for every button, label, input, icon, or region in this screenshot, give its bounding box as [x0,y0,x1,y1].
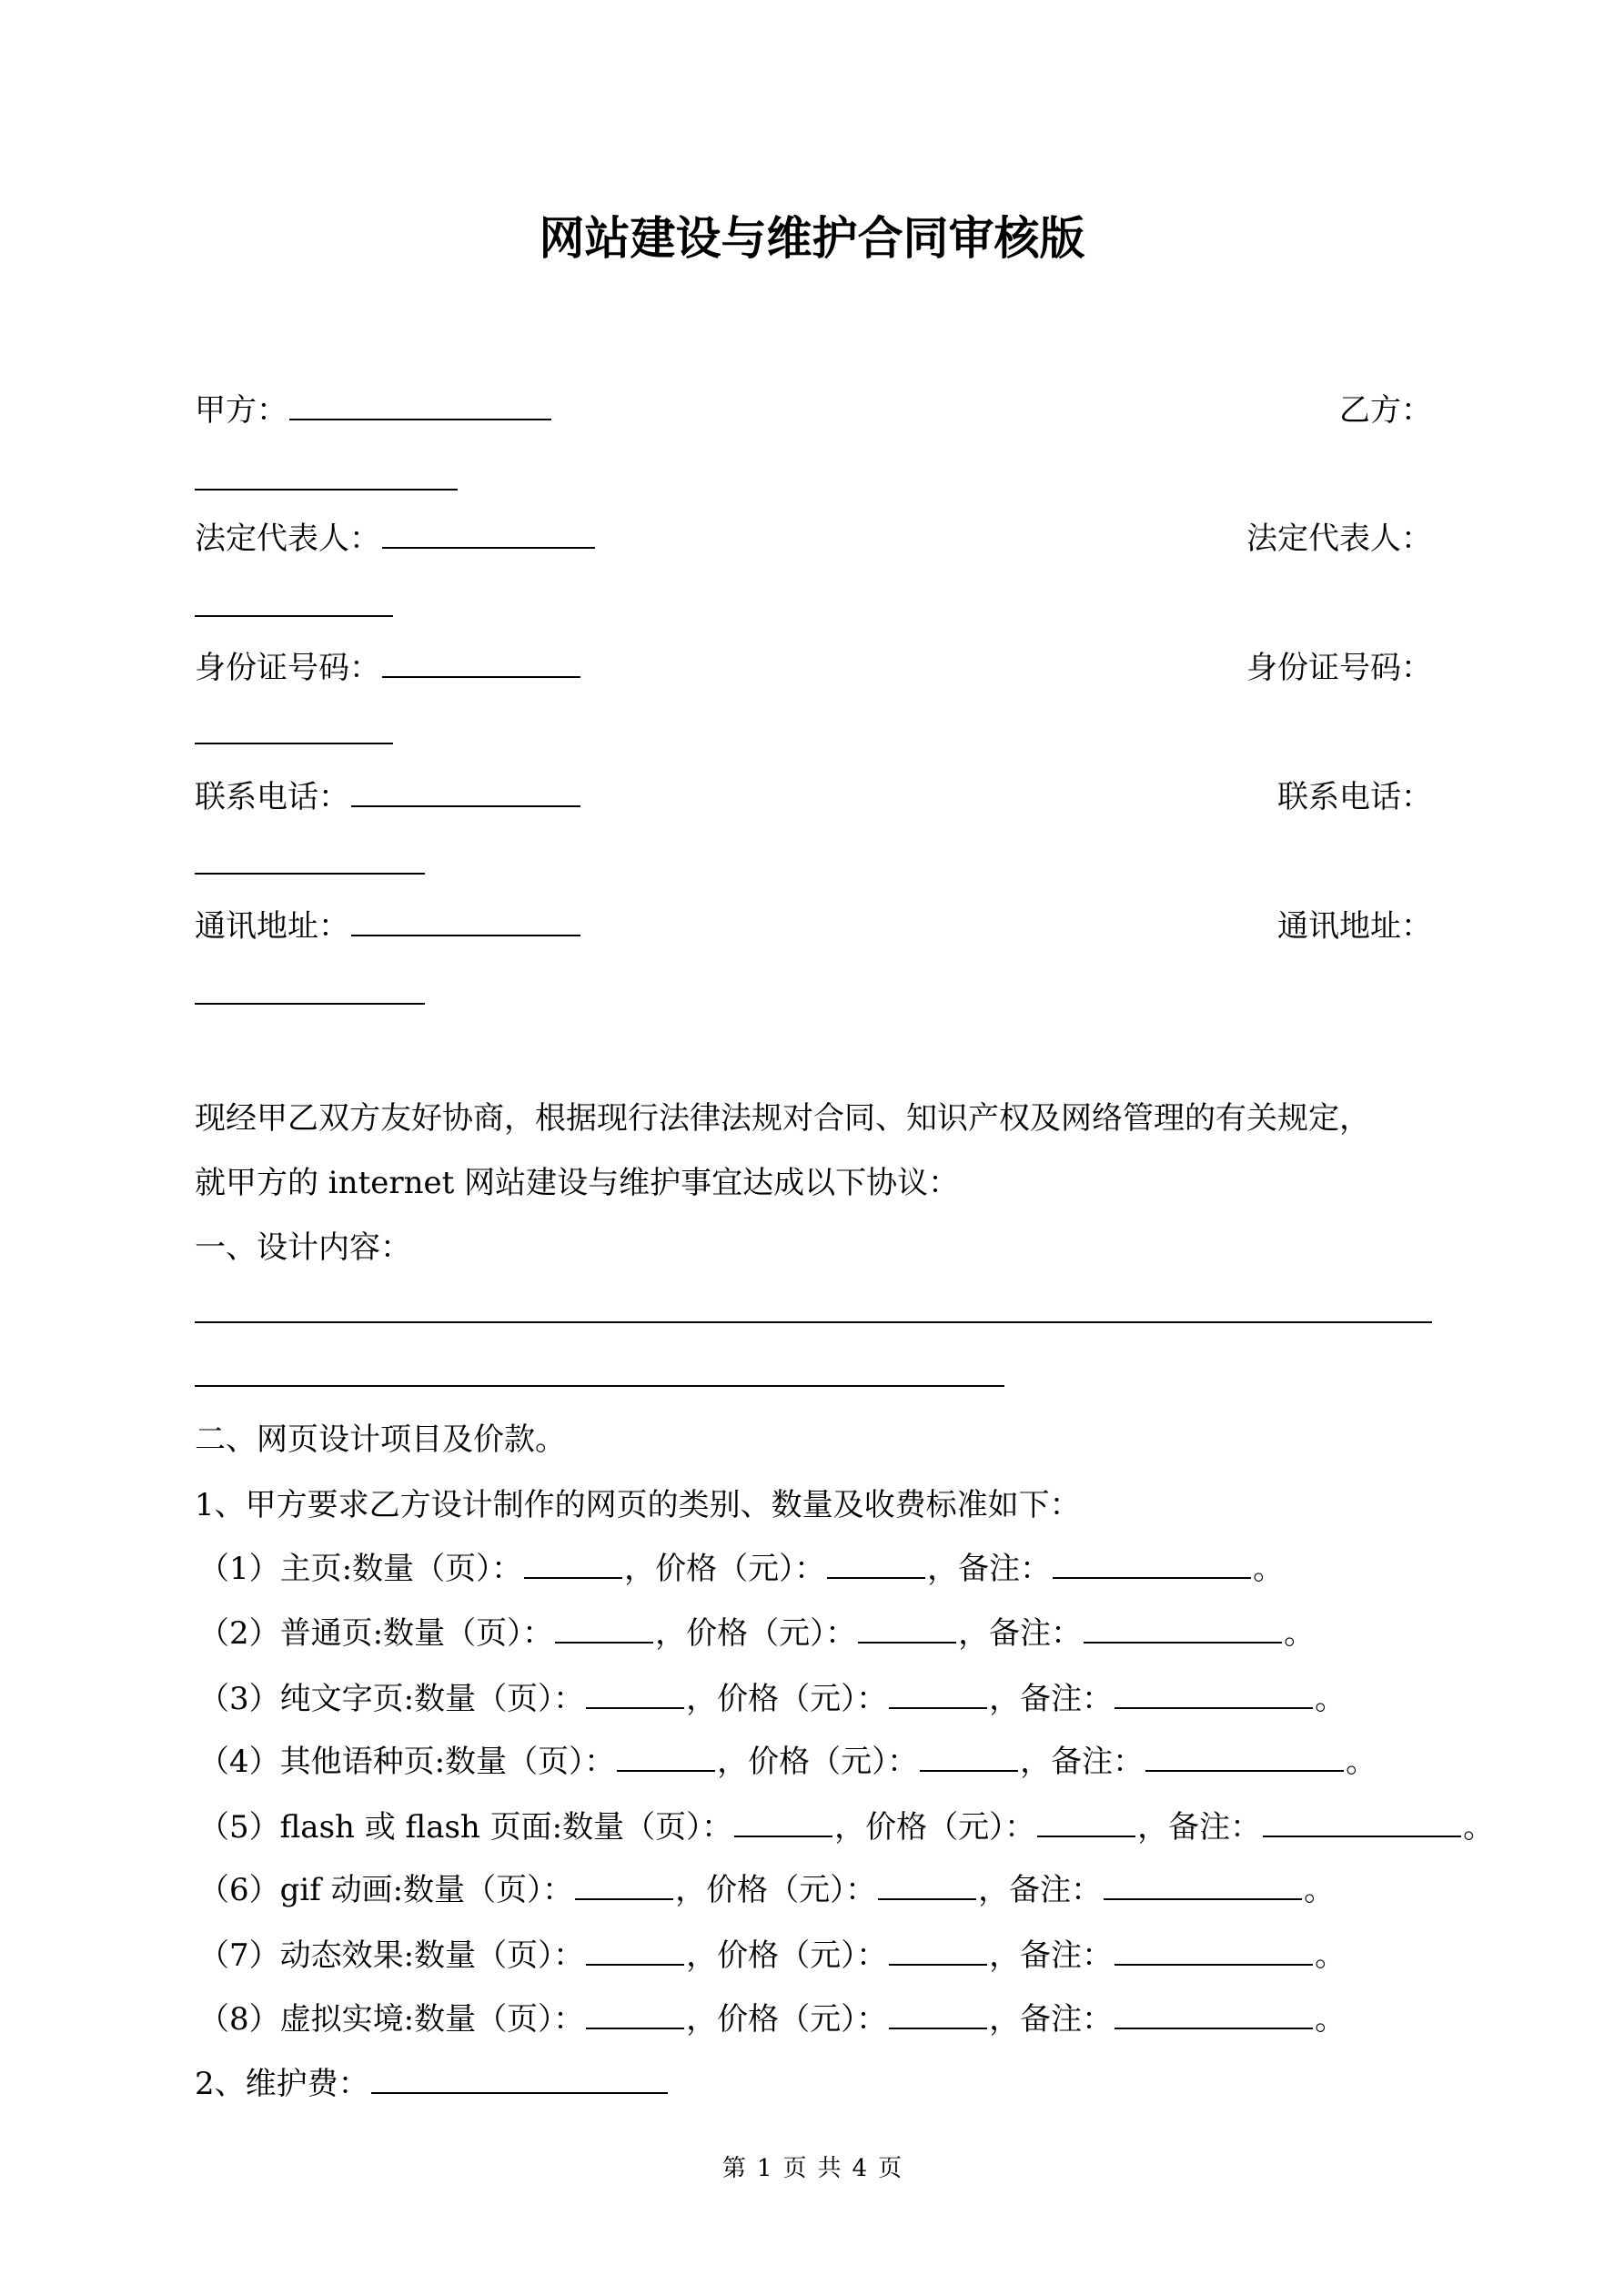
price-blank[interactable] [889,2000,987,2029]
total-pages: 4 [852,2155,868,2182]
address-b-blank[interactable] [195,1003,425,1005]
phone-a-blank[interactable] [351,778,580,807]
end-mark: 。 [1304,1872,1336,1908]
footer-text: 页 [878,2155,903,2182]
end-mark: 。 [1463,1809,1495,1846]
note-blank[interactable] [1115,2000,1313,2029]
note-label: ，备注： [989,2001,1114,2038]
end-mark: 。 [1284,1615,1316,1652]
id-b-blank[interactable] [195,743,393,744]
price-label: ，价格（元）： [675,1872,877,1908]
price-blank[interactable] [858,1614,956,1644]
note-label: ，备注： [989,1681,1114,1717]
item-label: （1）主页:数量（页）： [198,1551,523,1587]
price-label: ，价格（元）： [686,1937,888,1974]
rep-a-blank[interactable] [382,520,595,549]
item-label: （3）纯文字页:数量（页）： [198,1681,585,1717]
item-label: （7）动态效果:数量（页）： [198,1937,585,1974]
quantity-blank[interactable] [586,2000,684,2029]
pricing-item-row [198,1999,1346,2039]
party-a-line [195,390,553,430]
note-label: ，备注： [989,1937,1114,1974]
maintenance-fee-blank[interactable] [371,2065,668,2094]
end-mark: 。 [1315,2001,1347,2038]
id-a-blank[interactable] [382,649,580,678]
quantity-blank[interactable] [734,1808,832,1837]
item-label: （4）其他语种页:数量（页）： [198,1744,616,1780]
address-a-line [195,906,582,946]
end-mark: 。 [1253,1551,1285,1587]
pricing-item-row [198,1742,1377,1782]
id-a-line [195,648,582,688]
party-a-label: 甲方： [195,392,287,429]
rep-b-label: 法定代表人： [1246,521,1432,557]
design-content-blank-2[interactable] [195,1385,1004,1387]
pricing-item-row [198,1870,1335,1910]
section-2-heading: 二、网页设计项目及价款。 [195,1421,566,1458]
footer-text: 页 [782,2155,807,2182]
clause-1: 1、甲方要求乙方设计制作的网页的类别、数量及收费标准如下： [195,1487,1081,1523]
rep-a-label: 法定代表人： [195,521,380,557]
note-label: ，备注： [927,1551,1052,1587]
item-label: （5）flash 或 flash 页面:数量（页）： [198,1809,733,1846]
rep-b-blank[interactable] [195,615,393,617]
price-blank[interactable] [889,1937,987,1966]
note-blank[interactable] [1115,1680,1313,1709]
party-b-blank[interactable] [195,489,458,491]
price-blank[interactable] [889,1680,987,1709]
quantity-blank[interactable] [586,1680,684,1709]
page-footer [0,2149,1624,2183]
end-mark: 。 [1346,1744,1377,1780]
document-title: 网站建设与维护合同审核版 [539,211,1085,265]
end-mark: 。 [1315,1681,1347,1717]
phone-b-label: 联系电话： [1277,779,1432,815]
intro-line-2: 就甲方的 internet 网站建设与维护事宜达成以下协议： [195,1165,960,1201]
id-a-label: 身份证号码： [195,650,380,686]
party-a-blank[interactable] [289,391,551,420]
price-label: ，价格（元）： [655,1615,857,1652]
note-blank[interactable] [1104,1871,1302,1900]
pricing-item-row [198,1679,1346,1719]
note-label: ，备注： [1020,1744,1145,1780]
quantity-blank[interactable] [575,1871,673,1900]
quantity-blank[interactable] [617,1743,715,1772]
section-1-heading: 一、设计内容： [195,1229,411,1266]
note-blank[interactable] [1145,1743,1344,1772]
note-blank[interactable] [1053,1550,1251,1579]
phone-a-label: 联系电话： [195,779,349,815]
note-blank[interactable] [1263,1808,1461,1837]
address-a-label: 通讯地址： [195,908,349,945]
footer-text: 共 [817,2155,842,2182]
note-label: ，备注： [1137,1809,1262,1846]
footer-text: 第 [721,2155,746,2182]
design-content-blank-1[interactable] [195,1321,1432,1323]
current-page: 1 [756,2155,772,2182]
item-label: （6）gif 动画:数量（页）： [198,1872,574,1908]
note-label: ，备注： [978,1872,1103,1908]
quantity-blank[interactable] [586,1937,684,1966]
price-label: ，价格（元）： [686,2001,888,2038]
clause-2-line [195,2064,670,2104]
end-mark: 。 [1315,1937,1347,1974]
phone-b-blank[interactable] [195,873,425,875]
pricing-item-row [198,1549,1284,1589]
pricing-item-row [198,1613,1315,1654]
note-blank[interactable] [1084,1614,1282,1644]
price-label: ，价格（元）： [834,1809,1036,1846]
address-b-label: 通讯地址： [1277,908,1432,945]
price-blank[interactable] [1037,1808,1135,1837]
item-label: （8）虚拟实境:数量（页）： [198,2001,585,2038]
item-label: （2）普通页:数量（页）： [198,1615,554,1652]
note-blank[interactable] [1115,1937,1313,1966]
price-blank[interactable] [878,1871,976,1900]
price-label: ，价格（元）： [717,1744,919,1780]
price-label: ，价格（元）： [624,1551,826,1587]
party-b-label: 乙方： [1339,392,1432,429]
clause-2-label: 2、维护费： [195,2066,369,2102]
price-blank[interactable] [827,1550,925,1579]
quantity-blank[interactable] [524,1550,622,1579]
rep-a-line [195,519,597,559]
pricing-item-row [198,1807,1494,1847]
address-a-blank[interactable] [351,907,580,936]
quantity-blank[interactable] [555,1614,653,1644]
note-label: ，备注： [958,1615,1083,1652]
price-blank[interactable] [920,1743,1018,1772]
phone-a-line [195,777,582,817]
intro-line-1: 现经甲乙双方友好协商，根据现行法律法规对合同、知识产权及网络管理的有关规定， [195,1100,1370,1137]
price-label: ，价格（元）： [686,1681,888,1717]
id-b-label: 身份证号码： [1246,650,1432,686]
pricing-item-row [198,1936,1346,1976]
